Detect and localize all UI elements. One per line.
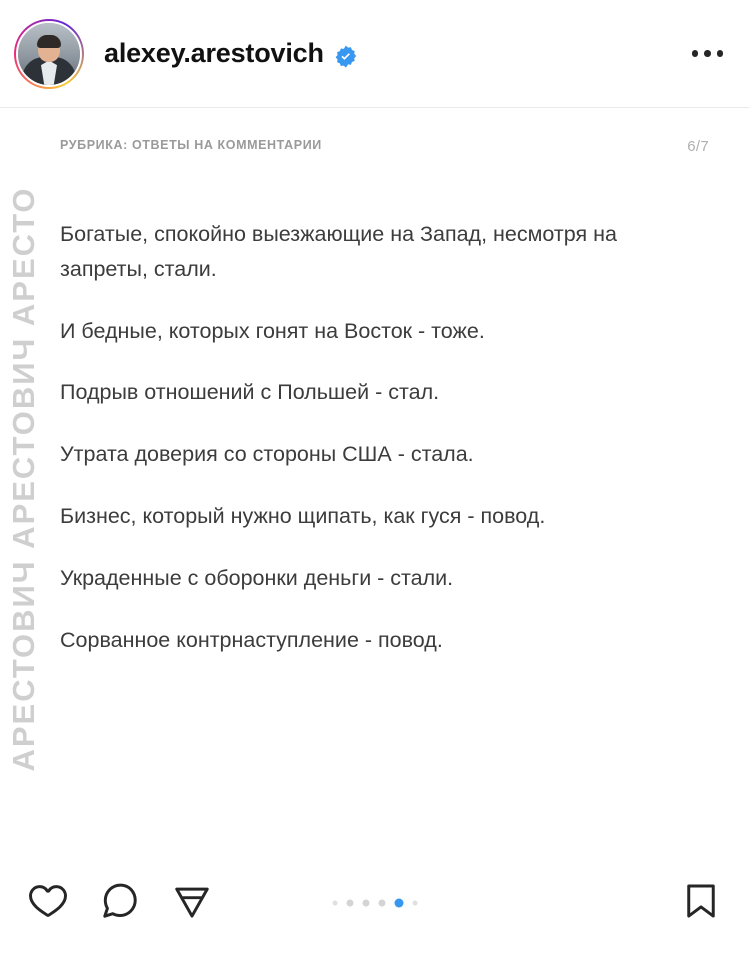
more-dot bbox=[692, 50, 699, 57]
verified-badge-icon bbox=[334, 44, 358, 68]
avatar-image bbox=[16, 21, 82, 87]
paragraph: Сорванное контрнаступление - повод. bbox=[60, 627, 443, 652]
right-actions bbox=[679, 881, 723, 925]
carousel-dot-active[interactable] bbox=[394, 899, 403, 908]
paragraph: Богатые, спокойно выезжающие на Запад, несмотря на запреты, стали. bbox=[60, 222, 617, 281]
paragraph: Подрыв отношений с Польшей - стал. bbox=[60, 380, 440, 405]
carousel-slide[interactable] bbox=[0, 108, 749, 849]
carousel-dot[interactable] bbox=[346, 900, 353, 907]
comment-button[interactable] bbox=[98, 881, 142, 925]
like-button[interactable] bbox=[26, 881, 70, 925]
paragraph: И бедные, которых гонят на Восток - тоже. bbox=[60, 318, 485, 343]
avatar-hair bbox=[37, 35, 61, 48]
carousel-dot[interactable] bbox=[412, 901, 417, 906]
slide-top-row bbox=[60, 138, 709, 155]
bookmark-icon bbox=[680, 880, 722, 927]
account-username[interactable]: alexey.arestovich bbox=[104, 38, 324, 68]
carousel-dot[interactable] bbox=[362, 900, 369, 907]
slide-counter: 6/7 bbox=[687, 138, 709, 155]
comment-bubble-icon bbox=[99, 880, 141, 927]
carousel-dot[interactable] bbox=[332, 901, 337, 906]
paragraph: Утрата доверия со стороны США - стала. bbox=[60, 442, 474, 467]
slide-body bbox=[60, 217, 660, 658]
paragraph: Бизнес, который нужно щипать, как гуся - повод. bbox=[60, 504, 546, 529]
carousel-dot[interactable] bbox=[378, 900, 385, 907]
slide-content bbox=[0, 108, 749, 849]
share-button[interactable] bbox=[170, 881, 214, 925]
more-dot bbox=[717, 50, 724, 57]
post-header bbox=[0, 0, 749, 108]
heart-icon bbox=[27, 880, 69, 927]
save-button[interactable] bbox=[679, 881, 723, 925]
paragraph: Украденные с оборонки деньги - стали. bbox=[60, 565, 454, 590]
share-paper-plane-icon bbox=[171, 880, 213, 927]
slide-rubric: РУБРИКА: ОТВЕТЫ НА КОММЕНТАРИИ bbox=[60, 138, 322, 152]
action-bar bbox=[0, 849, 749, 957]
avatar[interactable] bbox=[14, 19, 84, 89]
left-actions bbox=[26, 881, 214, 925]
more-dot bbox=[704, 50, 711, 57]
carousel-indicator bbox=[332, 899, 417, 908]
more-options-button[interactable] bbox=[690, 40, 726, 67]
watermark-text: АРЕСТОВИЧ АРЕСТОВИЧ АРЕСТО bbox=[6, 185, 41, 772]
